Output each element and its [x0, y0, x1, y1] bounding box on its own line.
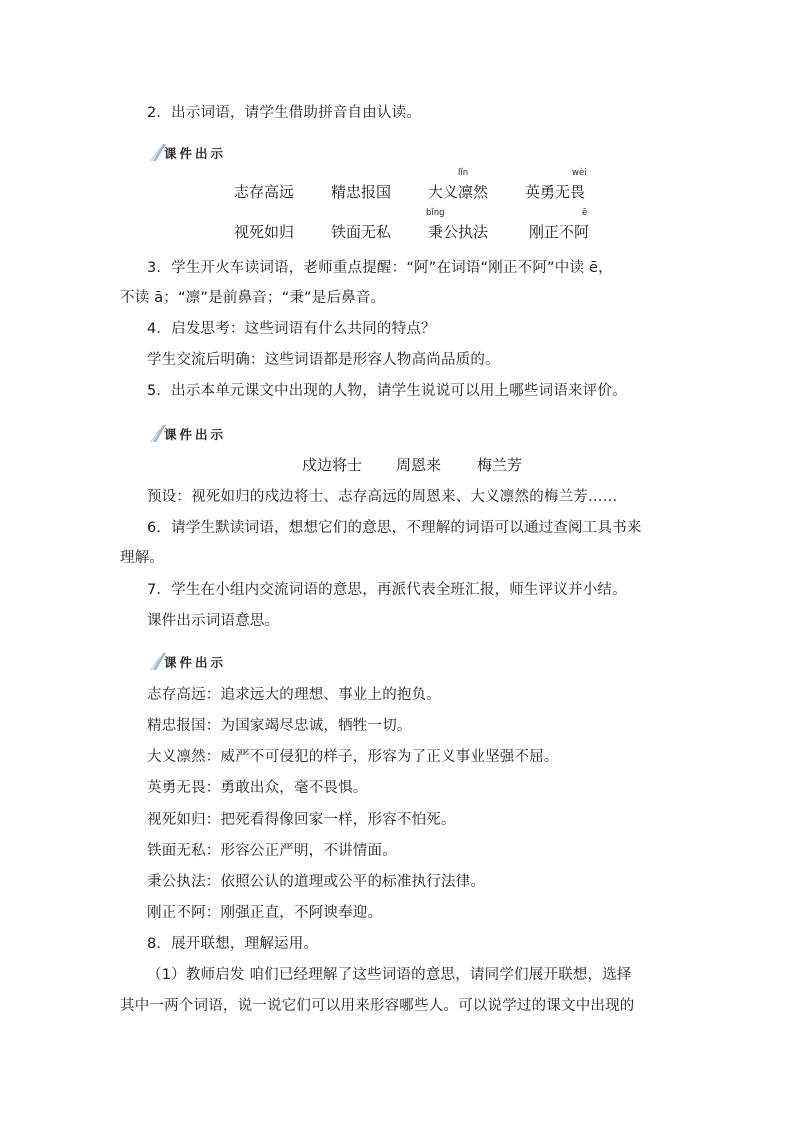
- word-item: 志存高远: [234, 183, 295, 201]
- step-5-preset: 预设：视死如归的戍边将士、志存高远的周恩来、大义凛然的梅兰芳……: [147, 489, 618, 505]
- word-item: 精忠报国: [331, 183, 392, 201]
- step-4-conclusion: 学生交流后明确：这些词语都是形容人物高尚品质的。: [147, 352, 500, 368]
- step-6-text-cont: 理解。: [120, 550, 165, 566]
- pinyin-wei: wèi: [572, 168, 587, 178]
- word-item: 英勇无畏: [525, 183, 586, 201]
- definition-item: 秉公执法：依照公认的道理或公平的标准执行法律。: [147, 874, 486, 890]
- step-3-text-cont: 不读 ā；“凛”是前鼻音；“秉”是后鼻音。: [120, 290, 386, 306]
- definition-item: 精忠报国：为国家竭尽忠诚，牺牲一切。: [147, 718, 412, 734]
- definition-item: 英勇无畏：勇敢出众，毫不畏惧。: [147, 780, 368, 796]
- badge-label: 课件出示: [164, 655, 227, 670]
- step-6-text: 6．请学生默读词语，想想它们的意思，不理解的词语可以通过查阅工具书来: [147, 520, 642, 536]
- courseware-badge: [150, 423, 240, 443]
- definition-item: 志存高远：追求远大的理想、事业上的抱负。: [147, 687, 441, 703]
- courseware-badge: [150, 651, 240, 671]
- definition-item: 刚正不阿：刚强正直，不阿谀奉迎。: [147, 905, 383, 921]
- step-7-text-cont: 课件出示词语意思。: [147, 613, 280, 629]
- pinyin-bing: bǐng: [426, 208, 445, 218]
- person-item: 戍边将士: [302, 456, 363, 474]
- people-row: [0, 441, 794, 481]
- definition-item: 视死如归：把死看得像回家一样，形容不怕死。: [147, 812, 456, 828]
- word-row-2: [0, 208, 794, 248]
- badge-label: 课件出示: [164, 146, 227, 161]
- step-7-text: 7．学生在小组内交流词语的意思，再派代表全班汇报，师生评议并小结。: [147, 582, 627, 598]
- word-item: 铁面无私: [331, 223, 392, 241]
- badge-label: 课件出示: [164, 427, 227, 442]
- definition-item: 铁面无私：形容公正严明，不讲情面。: [147, 843, 397, 859]
- pinyin-e: ē: [582, 208, 588, 218]
- step-5-text: 5．出示本单元课文中出现的人物，请学生说说可以用上哪些词语来评价。: [147, 383, 627, 399]
- word-row-1: [0, 168, 794, 208]
- person-item: 梅兰芳: [477, 456, 523, 474]
- word-item: 刚正不阿: [529, 223, 590, 241]
- step-4-text: 4．启发思考：这些词语有什么共同的特点？: [147, 321, 436, 337]
- word-item: 大义凛然: [428, 183, 489, 201]
- word-item: 秉公执法: [428, 223, 489, 241]
- courseware-badge: [150, 142, 240, 162]
- word-item: 视死如归: [234, 223, 295, 241]
- step-8-sub-1-cont: 其中一两个词语，说一说它们可以用来形容哪些人。可以说学过的课文中出现的: [120, 998, 635, 1014]
- step-2-text: 2．出示词语，请学生借助拼音自由认读。: [147, 105, 422, 121]
- step-8-text: 8．展开联想，理解运用。: [147, 936, 319, 952]
- pinyin-lin: lǐn: [458, 168, 469, 178]
- person-item: 周恩来: [396, 456, 442, 474]
- step-3-text: 3．学生开火车读词语，老师重点提醒：“阿”在词语“刚正不阿”中读 ē，: [147, 260, 613, 276]
- definition-item: 大义凛然：威严不可侵犯的样子，形容为了正义事业坚强不屈。: [147, 749, 559, 765]
- step-8-sub-1: （1）教师启发 咱们已经理解了这些词语的意思，请同学们展开联想，选择: [147, 967, 632, 983]
